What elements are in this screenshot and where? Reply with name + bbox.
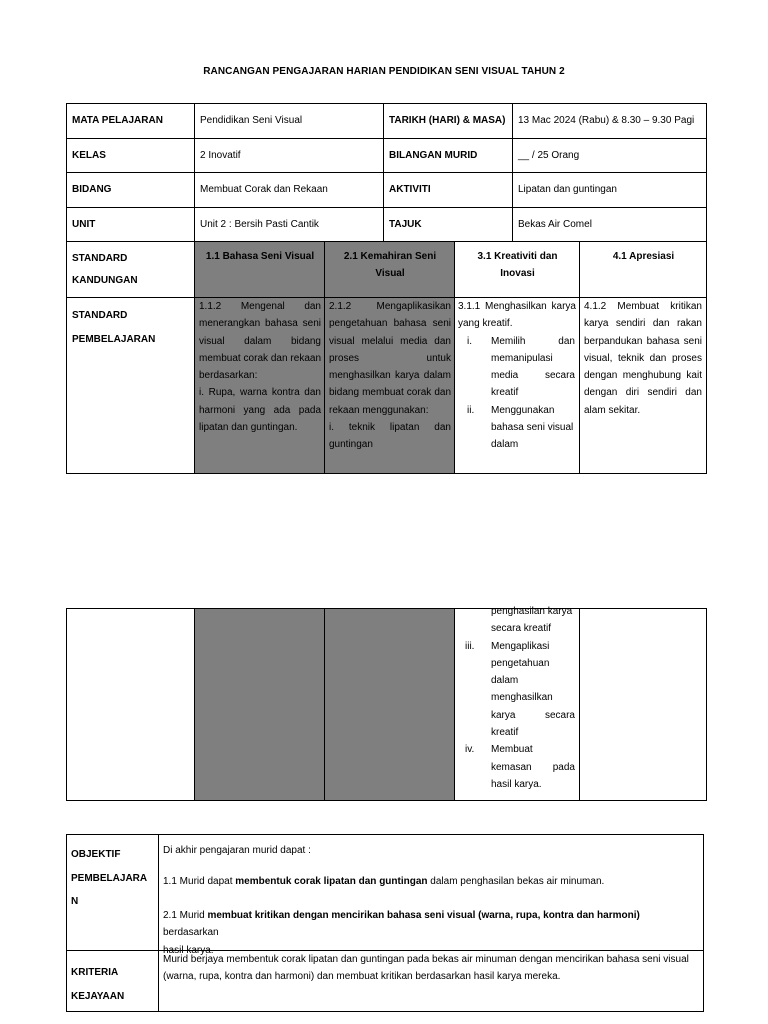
c3-i-line: memanipulasi [491, 352, 553, 364]
mata-pelajaran-value: Pendidikan Seni Visual [200, 115, 303, 126]
aktiviti-label: AKTIVITI [389, 184, 431, 195]
heading-kemahiran-1: 2.1 Kemahiran Seni [343, 251, 437, 262]
objektif-1-post: dalam penghasilan bekas air minuman. [427, 876, 605, 887]
heading-bahasa-seni-visual: 1.1 Bahasa Seni Visual [205, 251, 315, 262]
c4-line: dengan menghubung kait [584, 370, 702, 382]
c3-iv-line: hasil karya. [491, 778, 542, 790]
cell-sp-c4 [580, 298, 707, 473]
kelas-label: KELAS [72, 150, 106, 161]
continuation-table [66, 608, 707, 801]
unit-value: Unit 2 : Bersih Pasti Cantik [200, 219, 319, 230]
c3-i-line: media secara [491, 370, 575, 382]
cell-tajuk [513, 208, 707, 242]
c3-i-line: Memilih dan [491, 335, 575, 347]
c3-iii-line: karya secara [491, 709, 575, 721]
unit-label: UNIT [72, 219, 96, 230]
c3-i-number: i. [467, 335, 472, 347]
c3-iii-line: Mengaplikasi [491, 640, 550, 652]
heading-kreativiti-1: 3.1 Kreativiti dan [477, 251, 558, 262]
cell-sk-h4 [580, 242, 707, 298]
c4-line: berpandukan bahasa seni [584, 335, 702, 347]
c3-iii-line: menghasilkan [491, 692, 553, 704]
aktiviti-value: Lipatan dan guntingan [518, 184, 617, 195]
objektif-table [66, 834, 704, 1012]
cell-aktiviti [513, 173, 707, 208]
c4-line: dengan diri sendiri dan [584, 387, 702, 399]
sk-label-2: KANDUNGAN [72, 275, 138, 286]
c2-line: visual melalui media dan [329, 335, 451, 347]
objektif-intro: Di akhir pengajaran murid dapat : [163, 845, 311, 856]
objektif-2-pre: 2.1 Murid [163, 910, 208, 921]
kriteria-label-line: KRITERIA [71, 967, 119, 978]
cell-sp-c3 [455, 298, 580, 473]
c3-ii-line: bahasa seni visual [491, 422, 574, 434]
bilangan-value: __ / 25 Orang [518, 150, 580, 161]
cell-sp-c2 [325, 298, 455, 473]
cont-cell-c3 [455, 606, 580, 800]
c3-iii-line: pengetahuan [491, 657, 550, 669]
c3-iii-line: kreatif [491, 727, 519, 739]
c2-line: guntingan [329, 439, 373, 451]
cell-sk-h2 [325, 242, 455, 298]
c3-intro-line: yang kreatif. [458, 318, 513, 330]
heading-kreativiti-2: Inovasi [500, 268, 535, 280]
objektif-1-bold: membentuk corak lipatan dan guntingan [235, 876, 428, 887]
kriteria-line: (warna, rupa, kontra dan harmoni) dan membuat kritikan berdasarkan hasil karya mereka. [163, 971, 561, 983]
c1-line: i. Rupa, warna kontra dan [199, 387, 321, 399]
bidang-label: BIDANG [72, 184, 112, 195]
cell-bidang-label [67, 173, 195, 208]
cell-sk-label [67, 242, 195, 298]
cell-tarikh-label [384, 104, 513, 139]
cont-cell-c4 [580, 609, 707, 800]
c2-line: proses untuk [329, 352, 451, 364]
tajuk-label: TAJUK [389, 219, 422, 230]
cell-unit-label [67, 208, 195, 242]
cell-bidang [195, 173, 384, 208]
cell-kelas [195, 139, 384, 173]
c4-line: visual, teknik dan proses [584, 352, 702, 364]
cont-line: penghasilan karya [491, 606, 573, 617]
c3-iv-number: iv. [465, 744, 475, 756]
c4-line: karya sendiri dan rakan [584, 318, 702, 330]
kriteria-content-cell [159, 951, 703, 1011]
c3-iv-line: Membuat [491, 744, 533, 756]
objektif-content-cell [159, 835, 703, 956]
objektif-label-line: PEMBELAJARA [71, 872, 148, 884]
c1-line: membuat corak dan rekaan [199, 352, 321, 364]
cell-aktiviti-label [384, 173, 513, 208]
cell-mata-pelajaran-label [67, 104, 195, 139]
c3-ii-line: Menggunakan [491, 404, 555, 416]
bilangan-label: BILANGAN MURID [389, 150, 478, 161]
c3-iii-line: dalam [491, 675, 519, 687]
objektif-label-line: OBJEKTIF [71, 849, 121, 860]
c1-line: harmoni yang ada pada [199, 404, 321, 416]
c2-line: rekaan menggunakan: [329, 404, 429, 416]
c3-intro-line: 3.1.1 Menghasilkan karya [458, 301, 576, 312]
objektif-label-cell [67, 835, 159, 951]
sp-label-1: STANDARD [72, 310, 128, 321]
kriteria-line: Murid berjaya membentuk corak lipatan dan guntingan pada bekas air minuman dengan mencirikan bahasa seni visual [163, 954, 689, 965]
sp-label-2: PEMBELAJARAN [72, 334, 156, 345]
cont-cell-c2 [325, 609, 455, 800]
c2-line: bidang membuat corak dan [329, 387, 451, 399]
tajuk-value: Bekas Air Comel [518, 219, 592, 230]
sk-label-1: STANDARD [72, 253, 128, 264]
c1-line: visual dalam bidang [199, 335, 321, 347]
objektif-1 [163, 873, 604, 890]
cell-sk-h1 [195, 242, 325, 298]
heading-kemahiran-2: Visual [375, 268, 405, 280]
cell-sp-c1 [195, 298, 325, 473]
c1-line: 1.1.2 Mengenal dan [199, 301, 321, 312]
c3-i-line: kreatif [491, 387, 519, 399]
heading-apresiasi: 4.1 Apresiasi [612, 251, 675, 262]
mata-pelajaran-label: MATA PELAJARAN [72, 115, 163, 126]
cell-tarikh [513, 104, 707, 139]
kriteria-label-line: KEJAYAAN [71, 990, 125, 1002]
c1-line: berdasarkan: [199, 370, 258, 382]
cell-unit [195, 208, 384, 242]
c3-iii-number: iii. [465, 640, 475, 652]
objektif-2-bold: membuat kritikan dengan mencirikan bahasa seni visual (warna, rupa, kontra dan harmoni) [207, 910, 640, 921]
cell-sk-h3 [455, 242, 580, 298]
cell-sp-label [67, 298, 195, 473]
cell-bilangan-label [384, 139, 513, 173]
c2-line: 2.1.2 Mengaplikasikan [329, 301, 451, 312]
c1-line: lipatan dan guntingan. [199, 422, 298, 434]
kriteria-label-cell [67, 951, 159, 1011]
c2-line: i. teknik lipatan dan [329, 422, 451, 434]
cell-kelas-label [67, 139, 195, 173]
tarikh-label: TARIKH (HARI) & MASA) [389, 115, 506, 126]
objektif-1-pre: 1.1 Murid dapat [163, 876, 236, 887]
c2-line: menghasilkan karya dalam [329, 370, 451, 382]
kelas-value: 2 Inovatif [200, 150, 241, 161]
cell-bilangan [513, 139, 707, 173]
c2-line: pengetahuan bahasa seni [329, 318, 451, 330]
info-table [66, 103, 707, 474]
page-title: RANCANGAN PENGAJARAN HARIAN PENDIDIKAN SENI VISUAL TAHUN 2 [203, 66, 565, 77]
bidang-value: Membuat Corak dan Rekaan [200, 184, 328, 195]
objektif-2-line2: hasil karya. [163, 944, 214, 956]
c4-line: 4.1.2 Membuat kritikan [584, 301, 702, 312]
tarikh-value: 13 Mac 2024 (Rabu) & 8.30 – 9.30 Pagi [518, 115, 695, 126]
objektif-2-post: berdasarkan [163, 927, 219, 939]
objektif-label-line: N [71, 896, 79, 907]
c3-ii-number: ii. [467, 404, 475, 416]
c3-iv-line: kemasan pada [491, 761, 575, 773]
c4-line: alam sekitar. [584, 404, 641, 416]
cell-mata-pelajaran [195, 104, 384, 139]
c1-line: menerangkan bahasa seni [199, 318, 321, 330]
cont-line: secara kreatif [491, 623, 552, 635]
c3-ii-line: dalam [491, 439, 519, 451]
cell-tajuk-label [384, 208, 513, 242]
cont-cell-c1 [195, 609, 325, 800]
cont-cell-label [67, 609, 195, 800]
